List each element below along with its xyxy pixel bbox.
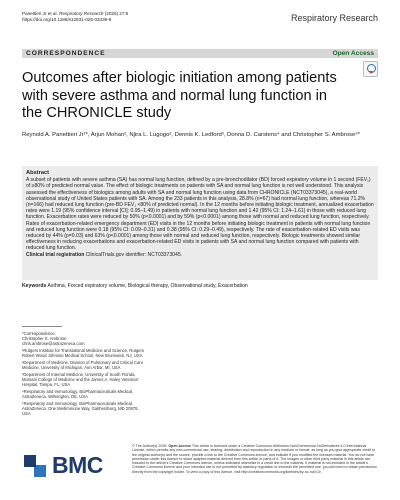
open-access-label: Open Access xyxy=(332,50,374,57)
correspondence-email[interactable]: chris.ambrose@astrazeneca.com xyxy=(22,341,85,346)
notes-divider xyxy=(22,326,62,327)
correspondence-name: Christopher S. Ambrose xyxy=(22,336,67,341)
author-list: Reynold A. Panettieri Jr¹*, Arjun Mohan², Njira L. Lugogo², Dennis K. Ledford³, Donna D. Carstens⁴ and Christopher S. Ambrose⁵* xyxy=(22,132,360,138)
affiliation-3: ³Department of Internal Medicine, University of South Florida, Morsani College of Medicine and the James A. Haley Veterans' Hospital, Tampa, FL, USA xyxy=(22,372,139,387)
clinical-trial-registration xyxy=(26,252,374,258)
abstract-body: A subset of patients with severe asthma (SA) has normal lung function, defined by a pre-bronchodilator (BD) forced expiratory volume in 1 second (FEV₁) of ≥80% of predicted normal value. The effect of biologic treatments on patients with SA and normal lung function is not well understood. This analysis assessed the effectiveness of biologics among adults with SA and normal lung function using data from CHRONICLE (NCT03373045), a real-world observational study of United States patients with SA. Among the 233 patients in this analysis, 28.8% (n=67) had normal lung function, whereas 71.2% (n=166) had reduced lung function (pre-BD FEV₁ <80% of predicted normal). In the 12 months before initiating biologic treatment, annualized exacerbation rates were 1.19 (95% confidence interval [CI]: 0.95–1.49) in patients with normal lung function and 1.42 (95% CI: 1.24–1.61) in those with reduced lung function. Exacerbation rates were reduced by 50% (p<0.0001) and by 59% (p<0.0001) among those with normal and reduced lung function, respectively. Rates of exacerbation-related emergency department (ED) visits in the 12 months before initiating biologic treatment in patients with normal lung function and reduced lung function were 0.18 (95% CI: 0.09–0.31) and 0.38 (95% CI: 0.29–0.49), respectively. The rate of exacerbation-related ED visits was reduced by 44% (p=0.03) and 63% (p<0.0001) among those with normal and reduced lung function, respectively. Biologic treatments showed similar effectiveness in reducing exacerbations and exacerbation-related ED visits in patients with SA and normal lung function compared with patients with reduced lung function. xyxy=(26,177,374,252)
correspondence-notes xyxy=(22,326,148,418)
citation-year-volume: (2026) 27:5 xyxy=(103,11,129,16)
citation-header xyxy=(22,11,128,23)
license-open-access: Open Access xyxy=(168,444,191,448)
bmc-logo xyxy=(22,447,103,487)
affiliation-4: ⁴Respiratory and Immunology, BioPharmaceuticals Medical, AstraZeneca, Wilmington, DE, USA xyxy=(22,389,134,399)
ctr-label: Clinical trial registration xyxy=(26,251,85,258)
journal-name: Respiratory Research xyxy=(290,13,378,23)
keywords-value: Asthma, Forced expiratory volume, Biological therapy, Observational study, Exacerbation xyxy=(46,283,248,289)
doi-link[interactable]: https://doi.org/10.1186/s12931-025-03439-8 xyxy=(22,17,112,22)
copyright-text: © The Author(s) 2025. xyxy=(132,444,169,448)
citation-journal: Respiratory Research xyxy=(59,11,104,16)
affiliation-1: ¹Rutgers Institute for Translational Medicine and Science, Rutgers Robert Wood Johnson Medical School, New Brunswick, NJ, USA xyxy=(22,348,144,358)
abstract-box xyxy=(22,166,378,280)
crossmark-flag xyxy=(369,71,373,74)
citation-authors: Panettieri Jr et al. xyxy=(22,11,60,16)
keywords-label: Keywords xyxy=(22,283,47,289)
affiliation-5: ⁵Respiratory and Immunology, BioPharmaceuticals Medical, AstraZeneca, One Medimmune Way, Gaithersburg, MD 20878, USA xyxy=(22,401,139,416)
abstract-heading: Abstract xyxy=(26,170,50,176)
license-statement xyxy=(132,444,378,474)
ctr-value: ClinicalTrials.gov identifier: NCT03373045. xyxy=(84,251,183,258)
affiliation-2: ²Department of Medicine, Division of Pulmonary and Critical Care Medicine, University of Michigan, Ann Arbor, MI, USA xyxy=(22,360,144,370)
article-type-label: CORRESPONDENCE xyxy=(26,50,106,57)
keywords xyxy=(22,283,378,289)
correspondence-label: *Correspondence: xyxy=(22,331,56,336)
article-type-band xyxy=(22,49,378,58)
check-for-updates-icon[interactable] xyxy=(363,61,378,77)
license-body: This article is licensed under a Creative Commons Attribution-NonCommercial-NoDerivatives 4.0 International License, which permits any non-commercial use, sharing, distribution and reproduction in any medium or format, as long as you give appropriate credit to the original author(s) and the source, provide a link to the Creative Commons licence, and indicate if you modified the licensed material. You do not have permission under this licence to share adapted material derived from this article or parts of it. The images or other third party material in this article are included in the article's Creative Commons licence, unless indicated otherwise in a credit line to the material. If material is not included in the article's Creative Commons licence and your intended use is not permitted by statutory regulation or exceeds the permitted use, you will need to obtain permission directly from the copyright holder. To view a copy of this licence, visit http://creativecommons.org/licenses/by-nc-nd/4.0/. xyxy=(132,444,377,474)
bmc-logo-text: BMC xyxy=(52,452,103,478)
article-title: Outcomes after biologic initiation among patients with severe asthma and normal lung function in the CHRONICLE study xyxy=(22,70,337,121)
bmc-logo-mark-icon xyxy=(22,453,48,479)
